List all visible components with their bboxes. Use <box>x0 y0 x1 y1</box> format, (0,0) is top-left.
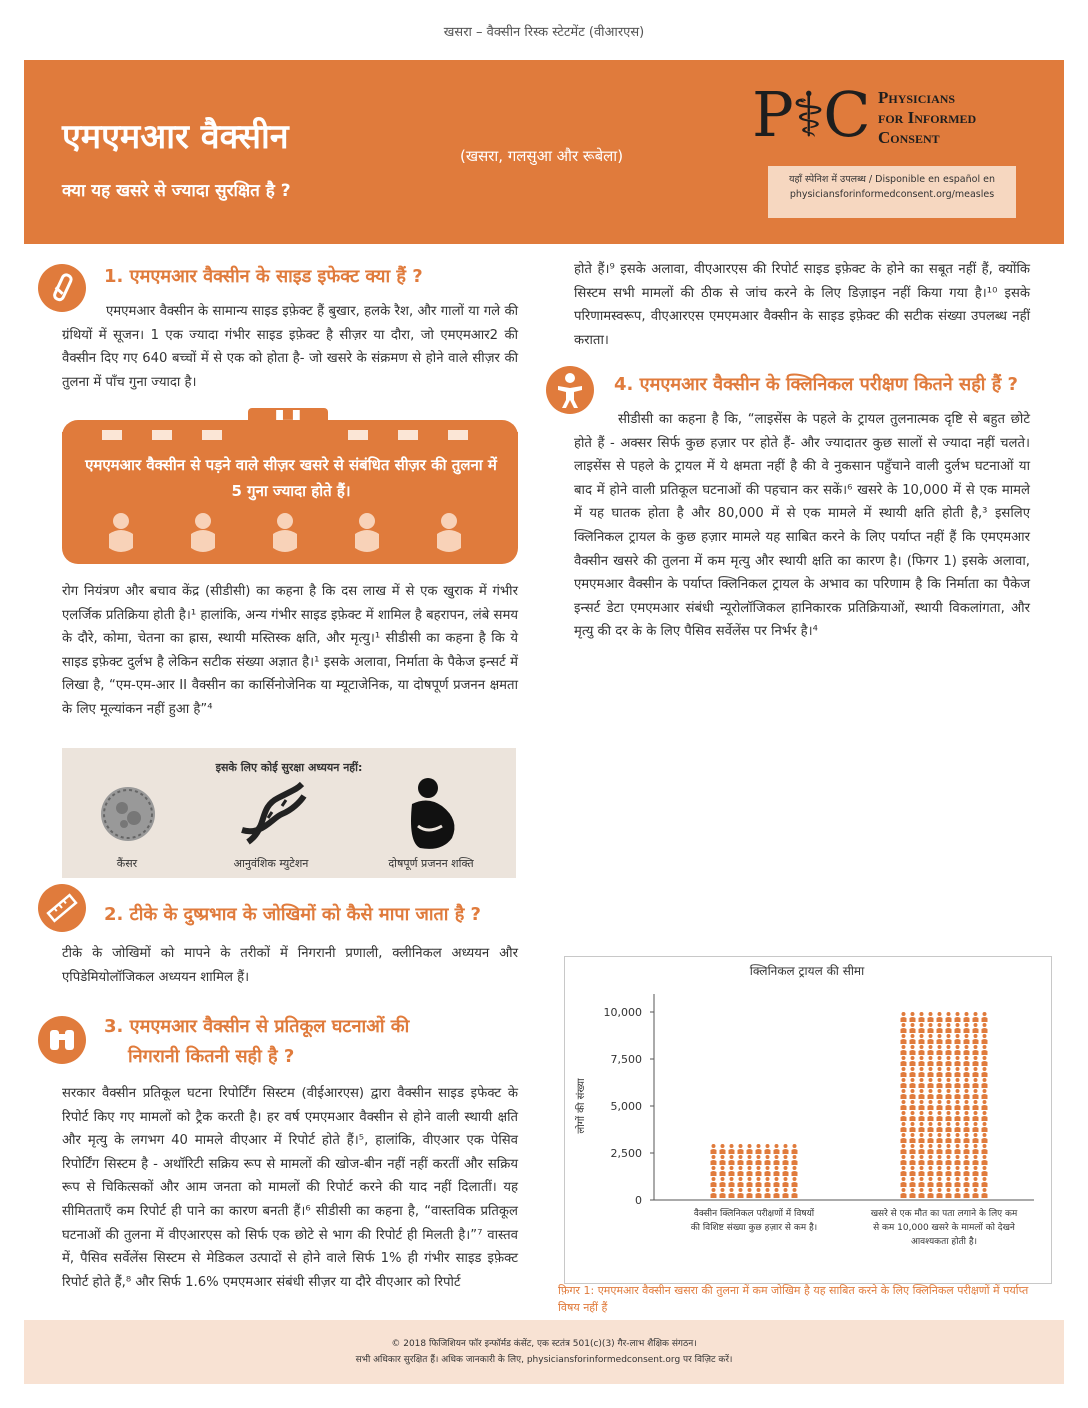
hospital-window <box>398 430 418 440</box>
ruler-icon <box>38 884 86 932</box>
child-icon <box>268 512 302 556</box>
hospital-window <box>102 430 122 440</box>
section-3-paragraph: सरकार वैक्सीन प्रतिकूल घटना रिपोर्टिंग सिस्टम (वीईआरएस) द्वारा वैक्सीन साइड इफेक्ट के रिपोर्ट किए गए मामलों को ट्रैक करती है। हर वर्ष एमएमआर वैक्सीन से होने वाली स्थायी क्षति और मृत्यु के लगभग 40 मामले वीएआर में रिपोर्ट होते हैं।⁵, हालांकि, वीएआर एक पेसिव रिपोर्टिंग सिस्टम है - अथॉरिटी सक्रिय रूप से मामलों की खोज-बीन नहीं नहीं करतीं और सक्रिय रूप से चिकित्सकों और आम जनता को मामलों की रिपोर्ट करने की याद नहीं दिलातीं। यह सीमितताएँ कम रिपोर्ट ही पाने का कारण बनती हैं।⁶ सीडीसी का कहना है, “वास्तविक प्रतिकूल घटनाओं की तुलना में वीएआरएस को सिर्फ एक छोटे से भाग की रिपोर्ट ही मिलती है।”⁷ वास्तव में, पैसिव सर्वेलेंस सिस्टम से मेडिकल उत्पादों से होने वाले सिर्फ 1% ही गंभीर साइड इफ़ेक्ट रिपोर्ट होते हैं,⁸ और सिर्फ 1.6% एमएमआर संबंधी सीज़र या दौरे वीएआर को रिपोर्ट <box>62 1086 518 1290</box>
chart-bar <box>711 1144 798 1198</box>
section-1-paragraph-2: रोग नियंत्रण और बचाव केंद्र (सीडीसी) का कहना है कि दस लाख में से एक खुराक में गंभीर एलर्जिक प्रतिक्रिया होती है।¹ हालांकि, अन्य गंभीर साइड इफ़ेक्ट में शामिल है बहरापन, लंबे समय के दौरे, कोमा, चेतना का ह्रास, स्थायी मस्तिस्क क्षति, और मृत्यु।¹ सीडीसी का कहना है कि ये साइड इफ़ेक्ट दुर्लभ है लेकिन सटीक संख्या अज्ञात है।¹ इसके अलावा, निर्माता के पैकेज इन्सर्ट में लिखा है, “एम-एम-आर II वैक्सीन का कार्सिनोजेनिक या म्यूटाजेनिक, या दोषपूर्ण प्रजनन क्षमता के लिए मूल्यांकन नहीं हुआ है”⁴ <box>62 584 518 717</box>
lang-line: यहाँ स्पेनिश में उपलब्ध / Disponible en español en <box>789 174 995 185</box>
section-3-title <box>104 1014 409 1068</box>
hospital-callout-text: एमएमआर वैक्सीन से पड़ने वाले सीज़र खसरे से संबंधित सीज़र की तुलना में 5 गुना ज्यादा होते हैं। <box>85 456 497 500</box>
lang-link[interactable]: physiciansforinformedconsent.org/measles <box>789 189 995 200</box>
pregnancy-icon <box>398 776 462 856</box>
hospital-window <box>202 430 222 440</box>
hospital-window <box>348 430 368 440</box>
footer-rights: सभी अधिकार सुरक्षित हैं। अधिक जानकारी के लिए, physiciansforinformedconsent.org पर विज़िट करें। <box>355 1355 733 1365</box>
cancer-cell-icon <box>96 782 160 850</box>
section-2-paragraph: टीके के जोखिमों को मापने के तरीकों में निगरानी प्रणाली, क्लीनिकल अध्ययन और एपिडेमियोलॉजिकल अध्ययन शामिल हैं। <box>62 946 518 985</box>
y-tick-label: 5,000 <box>610 1100 642 1113</box>
child-icon <box>186 512 220 556</box>
section-2-title: 2. टीके के दुष्प्रभाव के जोखिमों को कैसे मापा जाता है ? <box>104 904 481 925</box>
y-axis-label: लोगों की संख्या <box>576 1078 587 1134</box>
footer-copyright: © 2018 फिजिशियन फॉर इन्फॉर्मड कंसेंट, एक स्टतंत्र 501(c)(3) गैर-लाभ शैक्षिक संगठन। <box>391 1339 697 1349</box>
logo-line: for Informed <box>878 108 977 127</box>
hospital-window <box>152 430 172 440</box>
y-tick-label: 7,500 <box>610 1053 642 1066</box>
child-icon <box>350 512 384 556</box>
section-4-title: 4. एमएमआर वैक्सीन के क्लिनिकल परीक्षण कितने सही हैं ? <box>614 374 1018 395</box>
safety-item-label: दोषपूर्ण प्रजनन शक्ति <box>388 857 474 870</box>
logo-line: Consent <box>878 128 940 147</box>
person-icon <box>546 366 594 414</box>
section-3-paragraph-continued: होते हैं।⁹ इसके अलावा, वीएआरएस की रिपोर्ट साइड इफ़ेक्ट के होने का सबूत नहीं हैं, क्योंकि सिस्टम सभी मामलों की ठीक से जांच करने के लिए डिज़ाइन नहीं किया गया है।¹⁰ इसके परिणामस्वरूप, वीएआरएस एमएमआर वैक्सीन के साइड इफ़ेक्ट की सटीक संख्या उपलब्ध नहीं कराता। <box>574 262 1030 348</box>
chart-title: क्लिनिकल ट्रायल की सीमा <box>749 964 865 978</box>
language-notice <box>768 166 1016 218</box>
y-tick-label: 10,000 <box>603 1006 642 1019</box>
section-1-title: 1. एमएमआर वैक्सीन के साइड इफेक्ट क्या हैं ? <box>104 266 423 287</box>
child-icon <box>104 512 138 556</box>
document-caption: खसरा – वैक्सीन रिस्क स्टेटमेंट (वीआरएस) <box>443 25 645 40</box>
page-tagline: क्या यह खसरे से ज्यादा सुरक्षित है ? <box>62 181 291 201</box>
page-title: एमएमआर वैक्सीन <box>62 117 289 157</box>
safety-item-label: आनुवंशिक म्युटेशन <box>233 857 309 870</box>
safety-studies-title: इसके लिए कोई सुरक्षा अध्ययन नहीं: <box>215 761 363 774</box>
footer <box>24 1336 1064 1368</box>
logo-text <box>878 88 976 148</box>
hospital-window <box>448 430 468 440</box>
section-4-paragraph: सीडीसी का कहना है कि, “लाइसेंस के पहले के ट्रायल तुलनात्मक दृष्टि से बहुत छोटे होते हैं - अक्सर सिर्फ कुछ हज़ार पर होते हैं- और ज्यादातर कुछ सालों से ज्यादा नहीं चलते। लाइसेंस से पहले के ट्रायल में ये क्षमता नहीं है की वे नुकसान पहुँचाने वाली दुर्लभ घटनाओं या बाद में होने वाली प्रतिकूल घटनाओं की पहचान कर सकें।⁶ खसरे के 10,000 में से एक मामले में यह घातक होता है और 80,000 में से एक मामले में स्थायी क्षति होती है,³ इसलिए क्लिनिकल ट्रायल के कुछ हज़ार मामले यह साबित करने के लिए पर्याप्त नहीं हैं कि एमएमआर वैक्सीन खसरे की तुलना में कम मृत्यु और स्थायी क्षति का कारण है। (फिगर 1) इसके अलावा, एमएमआर वैक्सीन के पर्याप्त क्लिनिकल ट्रायल के अभाव का परिणाम है कि निर्माता का पैकेज इन्सर्ट डेटा एमएमआर संबंधी न्यूरोलॉजिकल हानिकारक प्रतिक्रियाओं, स्थायी विकलांगता, और मृत्यु की दर के के लिए पैसिव सर्वेलेंस पर निर्भर है।⁴ <box>574 412 1030 640</box>
chart-svg <box>564 956 1052 1282</box>
section-3-title-line: 3. एमएमआर वैक्सीन से प्रतिकूल घटनाओं की <box>104 1016 410 1037</box>
dna-icon <box>238 778 310 852</box>
logo-mark: P⚕C <box>752 78 869 151</box>
x-category-label: वैक्सीन क्लिनिकल परीक्षणों में विषयों की विशिष्ट संख्या कुछ हज़ार से कम है। <box>690 1209 818 1233</box>
safety-item-label: कैंसर <box>116 857 138 870</box>
y-tick-label: 0 <box>635 1194 642 1207</box>
section-3-title-line: निगरानी कितनी सही है ? <box>128 1046 295 1067</box>
chart-bar <box>901 1012 988 1198</box>
x-category-label: खसरे से एक मौत का पता लगाने के लिए कम से कम 10,000 खसरे के मामलों को देखने आवश्यकता होती है। <box>870 1209 1018 1247</box>
figure-caption: फ़िगर 1: एमएमआर वैक्सीन खसरा की तुलना में कम जोखिम है यह साबित करने के लिए क्लिनिकल परीक्षणों में पर्याप्त विषय नहीं हैं <box>558 1284 1029 1314</box>
logo-line: Physicians <box>878 88 956 107</box>
section-1-paragraph: एमएमआर वैक्सीन के सामान्य साइड इफ़ेक्ट हैं बुखार, हलके रैश, और गालों या गले की ग्रंथियों में सूजन। 1 एक ज्यादा गंभीर साइड इफ़ेक्ट है सीज़र या दौरा, जो एमएमआर2 की वैक्सीन दिए गए 640 बच्चों में से एक को होता है- जो खसरे के संक्रमण से होने वाले सीज़र की तुलना में पाँच गुना ज्यादा है। <box>62 304 518 390</box>
y-tick-label: 2,500 <box>610 1147 642 1160</box>
child-icon <box>432 512 466 556</box>
page-subtitle: (खसरा, गलसुआ और रूबेला) <box>460 147 624 165</box>
binoculars-icon <box>38 1016 86 1064</box>
